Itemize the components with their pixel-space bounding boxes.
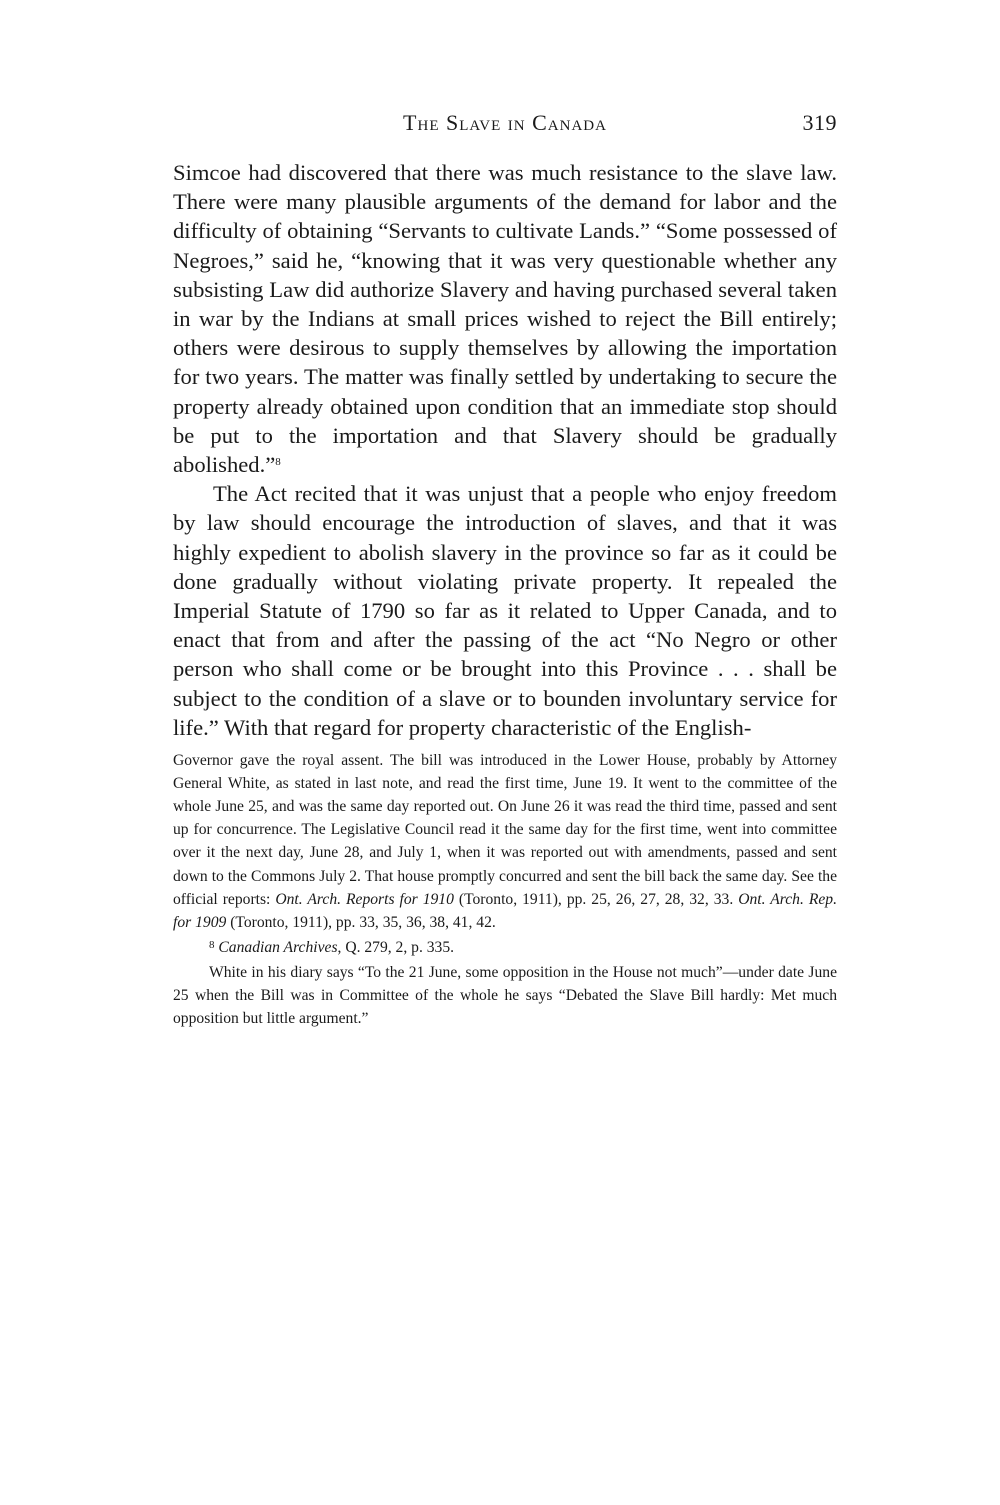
footnote-continued-text-2: (Toronto, 1911), pp. 25, 26, 27, 28, 32, 33. xyxy=(453,890,739,908)
footnote-8-source: Canadian Archives xyxy=(218,938,338,956)
footnote-continued xyxy=(173,749,837,934)
footnote-8-text: , Q. 279, 2, p. 335. xyxy=(337,938,455,956)
footnotes xyxy=(173,749,837,1030)
page xyxy=(173,110,837,1030)
footnote-continued-text-1: Governor gave the royal assent. The bill was introduced in the Lower House, probably by Attorney General White, as stated in last note, and read the first time, June 19. It went to the committee of the whole June 25, and was the same day reported out. On June 26 it was read the third time, passed and sent up for concurrence. The Legislative Council read it the same day for the first time, went into committee over it the next day, June 28, and July 1, when it was reported out with amendments, passed and sent down to the Commons July 2. That house promptly concurred and sent the bill back the same day. See the official reports: xyxy=(173,752,837,908)
paragraph-1 xyxy=(173,158,837,479)
body-text xyxy=(173,158,837,742)
footnote-ref-8: 8 xyxy=(275,456,281,469)
footnote-8-marker: 8 xyxy=(209,938,215,951)
page-number: 319 xyxy=(802,110,837,135)
running-title: The Slave in Canada xyxy=(403,110,607,135)
footnote-8-note: White in his diary says “To the 21 June, some opposition in the House not much”—under date June 25 when the Bill was in Committee of the whole he says “Debated the Slave Bill hardly: Met much opposition but little argument.” xyxy=(173,963,837,1028)
running-head xyxy=(173,110,837,144)
footnote-8 xyxy=(173,936,837,959)
footnote-citation-1: Ont. Arch. Reports for 1910 xyxy=(275,890,454,908)
paragraph-1-text: Simcoe had discovered that there was much resistance to the slave law. There were many plausible arguments of the demand for labor and the difficulty of obtaining “Servants to cultivate Lands.” “Some possessed of Negroes,” said he, “knowing that it was very questionable whether any subsisting Law did authorize Slavery and having purchased several taken in war by the Indians at small prices wished to reject the Bill entirely; others were desirous to supply themselves by allowing the importation for two years. The matter was finally settled by undertaking to secure the property already obtained upon condition that an immediate stop should be put to the importation and that Slavery should be gradually abolished.” xyxy=(173,160,837,478)
footnote-continued-text-3: (Toronto, 1911), pp. 33, 35, 36, 38, 41, 42. xyxy=(226,913,496,931)
paragraph-2: The Act recited that it was unjust that a people who enjoy freedom by law should encourage the introduction of slaves, and that it was highly expedient to abolish slavery in the province so far as it could be done gradually without violating private property. It repealed the Imperial Statute of 1790 so far as it related to Upper Canada, and to enact that from and after the passing of the act “No Negro or other person who shall come or be brought into this Province . . . shall be subject to the condition of a slave or to bounden involuntary service for life.” With that regard for property characteristic of the English- xyxy=(173,481,837,740)
footnote-citation-2: Ont. Arch. Rep. for 1909 xyxy=(173,890,838,931)
